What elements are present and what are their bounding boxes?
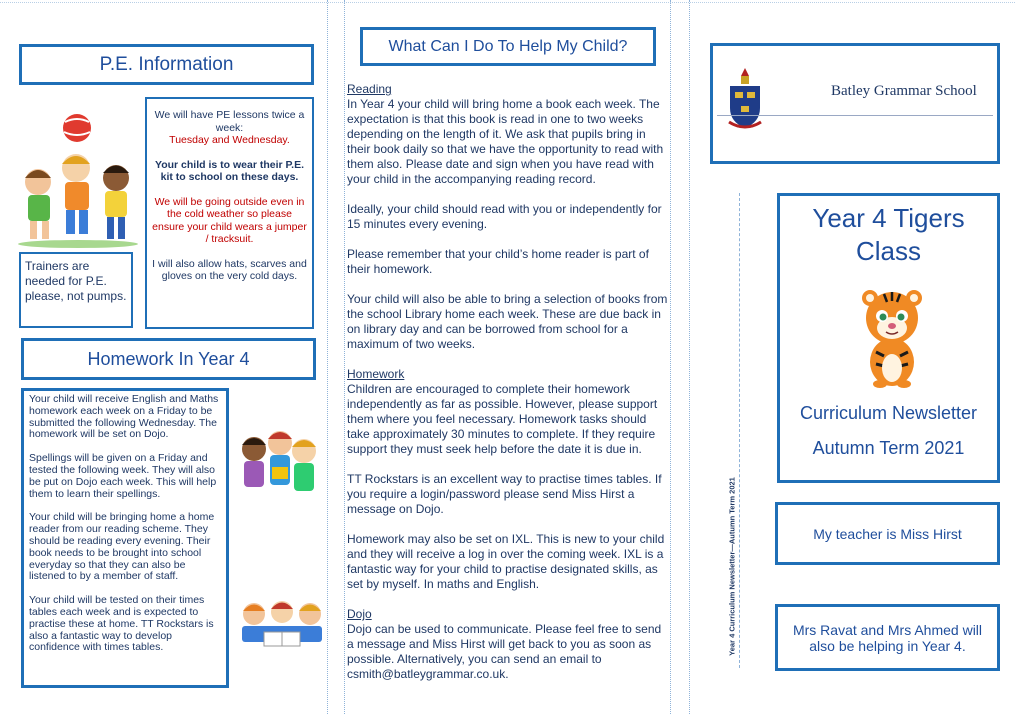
helpers-box xyxy=(775,604,1000,671)
dojo-p1: Dojo can be used to communicate. Please feel free to send a message and Miss Hirst will get back to you as soon as possible. Alternatively, you can send an email to csmith@batleygrammar.co.uk. xyxy=(347,622,662,681)
homework-title-box xyxy=(21,338,316,380)
dojo-heading: Dojo xyxy=(347,607,372,621)
logo-rule xyxy=(717,115,993,116)
pe-lessons-text: We will have PE lessons twice a week: xyxy=(154,109,305,134)
pe-title: P.E. Information xyxy=(99,53,234,75)
reading-p1: In Year 4 your child will bring home a book each week. The expectation is that this book is read in one to two weeks depending on the length of it. We ask that pupils bring in their book daily so that we have the opportunity to read with them also. Please date and sign when you have read with your child in the accompanying reading record. xyxy=(347,97,664,186)
class-title: Year 4 Tigers Class xyxy=(812,203,965,266)
homework-p4: Your child will be tested on their times tables each week and is expected to practise these at home. TT Rockstars is also a fantastic way to develop confidence with times tables. xyxy=(29,594,214,654)
class-cover-box xyxy=(777,193,1000,483)
pe-title-box xyxy=(19,44,314,85)
pe-info-box xyxy=(145,97,314,329)
pe-days-text: Tuesday and Wednesday. xyxy=(169,134,290,146)
help-title: What Can I Do To Help My Child? xyxy=(388,37,628,55)
pe-kit-text: Your child is to wear their P.E. kit to school on these days. xyxy=(155,158,304,183)
homework-mid-p1: Children are encouraged to complete their homework independently as far as possible. However, please support them where you feel necessary. Homework tasks should take approximately 30 minutes to complete. If they require support they must seek help before the date it is due in. xyxy=(347,382,658,456)
reading-heading: Reading xyxy=(347,82,392,96)
trainers-text: Trainers are needed for P.E. please, not pumps. xyxy=(25,259,127,303)
school-name: Batley Grammar School xyxy=(831,83,977,99)
homework-info-box xyxy=(21,388,229,688)
fold-line-1 xyxy=(327,0,328,714)
homework-p3: Your child will be bringing home a home reader from our reading scheme. They should be reading every evening. Their book needs to be brought into school everyday so that they can also be listened to by a member of staff. xyxy=(29,511,215,583)
spine-text: Year 4 Curriculum Newsletter—Autumn Term 2021 xyxy=(727,477,737,656)
help-title-box xyxy=(360,27,656,66)
top-rule xyxy=(0,2,1015,3)
fold-line-2 xyxy=(344,0,345,714)
children-reading-image xyxy=(232,425,324,505)
homework-title: Homework In Year 4 xyxy=(87,348,250,369)
pe-hats-text: I will also allow hats, scarves and gloves on the very cold days. xyxy=(152,257,307,282)
children-studying-image xyxy=(238,596,326,656)
reading-p2: Ideally, your child should read with you or independently for 15 minutes every evening. xyxy=(347,202,662,231)
pe-outside-text: We will be going outside even in the cold weather so please ensure your child wears a jumper / tracksuit. xyxy=(152,195,307,245)
homework-p2: Spellings will be given on a Friday and tested the following week. They will also be put on Dojo each week. This will help them to learn their spellings. xyxy=(29,452,217,500)
teacher-text: My teacher is Miss Hirst xyxy=(813,525,962,542)
homework-mid-p3: Homework may also be set on IXL. This is new to your child and they will receive a log in over the coming week. IXL is a fantastic way for your child to practise designated skills, as set by myself. In maths and English. xyxy=(347,532,665,591)
reading-p4: Your child will also be able to bring a selection of books from the school Library home each week. These are due back in on library day and can be borrowed from school for a maximum of two weeks. xyxy=(347,292,668,351)
fold-line-3 xyxy=(670,0,671,714)
spine-dashed-line xyxy=(739,193,740,668)
school-crest-icon xyxy=(727,66,763,132)
reading-p3: Please remember that your child’s home reader is part of their homework. xyxy=(347,247,649,276)
fold-line-4 xyxy=(689,0,690,714)
children-playing-image xyxy=(8,110,146,250)
helpers-text: Mrs Ravat and Mrs Ahmed will also be helping in Year 4. xyxy=(792,621,983,654)
tiger-cub-image xyxy=(854,286,930,390)
trainers-box xyxy=(19,252,133,328)
homework-mid-p2: TT Rockstars is an excellent way to practise times tables. If you require a login/password please send Miss Hirst a message on Dojo. xyxy=(347,472,662,516)
school-logo-box xyxy=(710,43,1000,164)
homework-p1: Your child will receive English and Maths homework each week on a Friday to be submitted the following Wednesday. The homework will be set on Dojo. xyxy=(29,393,219,441)
help-body xyxy=(347,82,669,697)
teacher-box xyxy=(775,502,1000,565)
term-title: Autumn Term 2021 xyxy=(812,438,965,458)
newsletter-title: Curriculum Newsletter xyxy=(799,403,978,423)
homework-heading: Homework xyxy=(347,367,405,381)
